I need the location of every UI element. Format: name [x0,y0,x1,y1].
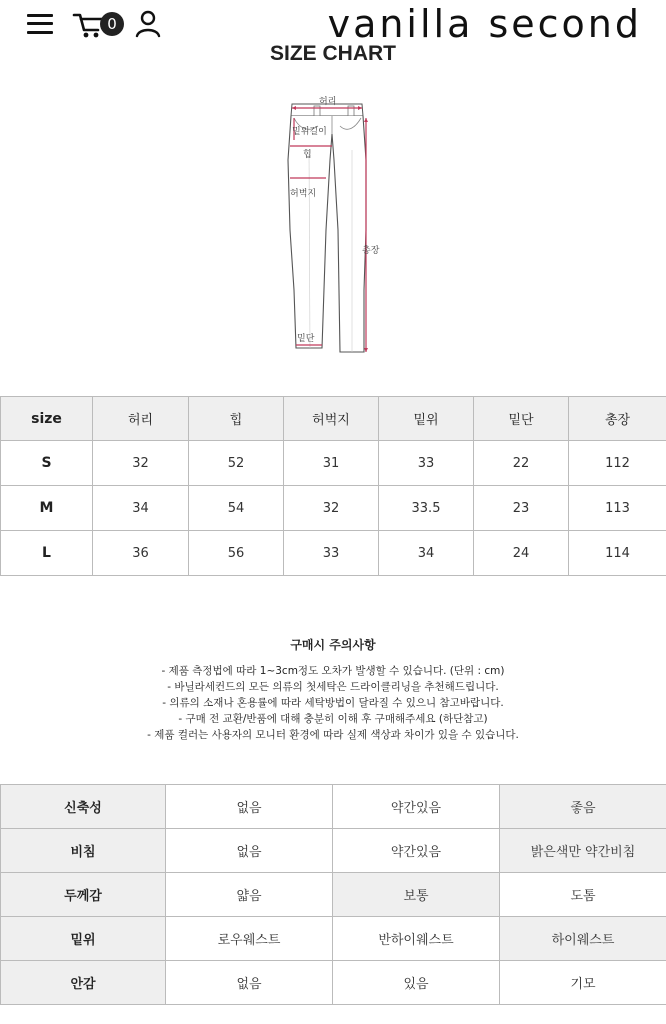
notice-item: - 구매 전 교환/반품에 대해 충분히 이해 후 구매해주세요 (하단참고) [178,713,488,725]
label-waist: 허리 [319,97,337,107]
property-label: 안감 [1,961,166,1005]
size-cell: L [1,531,93,576]
property-option: 약간있음 [333,829,500,873]
table-row [1,486,666,531]
notice-item: - 의류의 소재나 혼용률에 따라 세탁방법이 달라질 수 있으니 참고바랍니다. [162,697,504,709]
table-cell: 31 [284,441,379,486]
property-option: 있음 [333,961,500,1005]
notice-title: 구매시 주의사항 [290,638,376,652]
cart-button[interactable] [72,9,126,39]
header-rise: 밑위 [379,397,474,441]
property-option: 좋음 [500,785,666,829]
cart-count-badge: 0 [100,12,124,36]
property-option: 도톰 [500,873,666,917]
property-label: 비침 [1,829,166,873]
property-option: 기모 [500,961,666,1005]
property-option: 로우웨스트 [166,917,333,961]
property-option: 없음 [166,961,333,1005]
property-row-lining [1,961,666,1005]
table-cell: 23 [474,486,569,531]
table-row [1,531,666,576]
label-thigh: 허벅지 [290,189,317,199]
table-cell: 34 [379,531,474,576]
property-option: 없음 [166,785,333,829]
header-thigh: 허벅지 [284,397,379,441]
header-hem: 밑단 [474,397,569,441]
header-hip: 힙 [189,397,284,441]
property-option: 약간있음 [333,785,500,829]
property-option: 보통 [333,873,500,917]
property-row-stretch [1,785,666,829]
property-option: 얇음 [166,873,333,917]
size-table [0,396,666,576]
user-button[interactable] [135,9,161,39]
table-row [1,441,666,486]
property-label: 신축성 [1,785,166,829]
table-cell: 24 [474,531,569,576]
table-cell: 113 [569,486,666,531]
label-rise: 밑위길이 [292,127,327,137]
header-waist: 허리 [93,397,189,441]
table-cell: 22 [474,441,569,486]
property-label: 밑위 [1,917,166,961]
brand-logo[interactable]: vanilla second [327,2,642,46]
hamburger-icon[interactable] [27,13,53,35]
property-label: 두께감 [1,873,166,917]
label-hem: 밑단 [297,334,315,344]
table-cell: 33.5 [379,486,474,531]
pants-measurement-diagram [270,90,400,360]
notice-item: - 제품 측정법에 따라 1~3cm정도 오차가 발생할 수 있습니다. (단위 : cm) [161,665,505,677]
property-row-rise [1,917,666,961]
user-icon [135,9,161,39]
property-row-thickness [1,873,666,917]
label-hip: 힙 [303,150,312,160]
pants-illustration [270,90,400,360]
size-cell: S [1,441,93,486]
property-option: 밝은색만 약간비침 [500,829,666,873]
table-cell: 36 [93,531,189,576]
table-cell: 32 [284,486,379,531]
property-option: 반하이웨스트 [333,917,500,961]
table-cell: 32 [93,441,189,486]
table-cell: 54 [189,486,284,531]
table-cell: 33 [379,441,474,486]
property-row-sheerness [1,829,666,873]
table-cell: 34 [93,486,189,531]
purchase-notice [0,636,666,743]
property-option: 하이웨스트 [500,917,666,961]
size-table-header-row [1,397,666,441]
header [0,0,666,48]
label-length: 총장 [362,246,380,256]
notice-item: - 바닐라세컨드의 모든 의류의 첫세탁은 드라이클리닝을 추천해드립니다. [167,681,499,693]
page-title: SIZE CHART [270,42,396,65]
notice-item: - 제품 컬러는 사용자의 모니터 환경에 따라 실제 색상과 차이가 있을 수 있습니다. [147,729,519,741]
table-cell: 112 [569,441,666,486]
table-cell: 52 [189,441,284,486]
size-cell: M [1,486,93,531]
property-option: 없음 [166,829,333,873]
table-cell: 33 [284,531,379,576]
table-cell: 56 [189,531,284,576]
fabric-property-table [0,784,666,1005]
header-size: size [1,397,93,441]
header-length: 총장 [569,397,666,441]
table-cell: 114 [569,531,666,576]
